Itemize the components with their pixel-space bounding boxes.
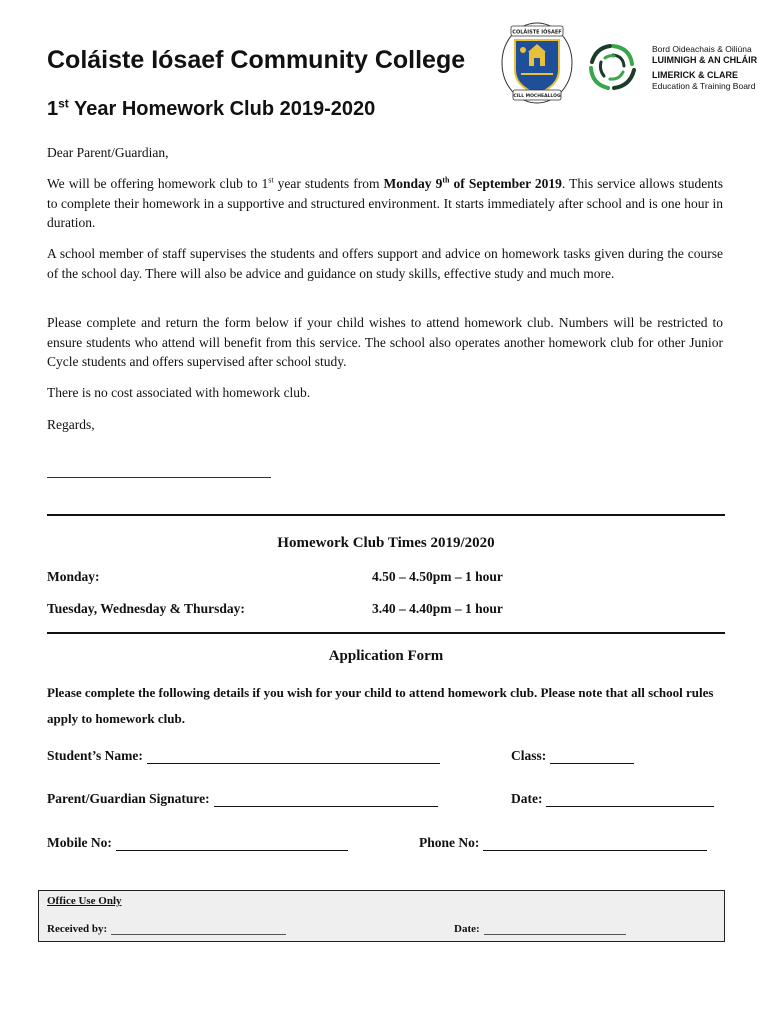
subtitle-text: Year Homework Club 2019-2020	[68, 98, 376, 120]
divider-bottom	[47, 632, 725, 634]
phone-field	[419, 835, 707, 851]
p1-sup-2: th	[442, 175, 450, 185]
p1-bold-2: of September 2019	[449, 176, 562, 191]
subtitle-ordinal: st	[58, 96, 69, 111]
student-name-input-line[interactable]	[147, 749, 440, 764]
times-value-tue-thu: 3.40 – 4.40pm – 1 hour	[372, 601, 503, 616]
p1-text-a: We will be offering homework club to 1	[47, 176, 269, 191]
page-title: Coláiste Iósaef Community College	[47, 46, 466, 74]
subtitle-number: 1	[47, 98, 59, 120]
office-date-label: Date:	[454, 923, 480, 935]
received-by-field	[47, 923, 286, 935]
times-value-monday: 4.50 – 4.50pm – 1 hour	[372, 569, 503, 584]
class-label: Class:	[511, 748, 547, 763]
paragraph-3: Please complete and return the form below if your child wishes to attend homework club. Numbers will be restricted to ensure students who attend will benefit from this service. The school also operates another homework club for other Junior Cycle students and offers supervised after school study.	[47, 315, 723, 369]
signature-line	[47, 476, 271, 478]
mobile-input-line[interactable]	[116, 836, 348, 851]
times-heading: Homework Club Times 2019/2020	[277, 535, 495, 551]
etb-english-line: Education & Training Board	[652, 81, 756, 91]
student-name-label: Student’s Name:	[47, 748, 143, 763]
paragraph-4: There is no cost associated with homework club.	[47, 385, 311, 400]
form-heading: Application Form	[328, 648, 444, 664]
times-day-tue-thu: Tuesday, Wednesday & Thursday:	[47, 601, 245, 616]
date-input-line[interactable]	[546, 792, 714, 807]
p1-text-b: year students from	[273, 176, 384, 191]
crest-top-text: COLÁISTE IÓSAEF	[512, 29, 562, 36]
form-intro: Please complete the following details if you wish for your child to attend homework club. Please note that all school rules apply to homework club.	[47, 685, 714, 726]
phone-input-line[interactable]	[483, 836, 707, 851]
p1-text-c: . This service allows students to complete their homework in a supportive and structured environment. It starts immediately after school and is one hour in duration.	[47, 176, 723, 230]
office-date-field	[454, 923, 626, 935]
etb-irish-name: LUIMNIGH & AN CHLÁIR	[652, 55, 758, 65]
mobile-label: Mobile No:	[47, 835, 112, 850]
greeting: Dear Parent/Guardian,	[47, 145, 169, 160]
office-use-title: Office Use Only	[47, 895, 122, 907]
p1-bold-1: Monday 9	[383, 176, 443, 191]
phone-label: Phone No:	[419, 835, 480, 850]
class-input-line[interactable]	[550, 749, 634, 764]
paragraph-1	[47, 174, 723, 233]
paragraph-2: A school member of staff supervises the students and offers support and advice on homework tasks given during the course of the school day. There will also be advice and guidance on study skills, effective study and much more.	[47, 246, 723, 281]
etb-english-name: LIMERICK & CLARE	[652, 70, 738, 80]
received-by-label: Received by:	[47, 923, 108, 935]
times-day-monday: Monday:	[47, 569, 100, 584]
office-date-input-line[interactable]	[484, 924, 626, 935]
mobile-field	[47, 835, 348, 851]
student-name-field	[47, 748, 440, 764]
office-use-box	[38, 890, 725, 942]
page-subtitle	[47, 98, 375, 121]
school-crest-logo	[501, 22, 573, 104]
date-label: Date:	[511, 791, 543, 806]
etb-irish-line: Bord Oideachais & Oiliúna	[652, 44, 752, 54]
p1-sup-1: st	[268, 175, 274, 185]
signature-field	[47, 791, 438, 807]
class-field	[511, 748, 634, 764]
received-by-input-line[interactable]	[111, 924, 286, 935]
divider-top	[47, 514, 725, 516]
etb-swirl-logo	[582, 38, 644, 94]
date-field	[511, 791, 714, 807]
signature-input-line[interactable]	[214, 792, 438, 807]
crest-bottom-text: CILL MOCHEALLÓG	[513, 94, 561, 99]
closing: Regards,	[47, 417, 95, 432]
signature-label: Parent/Guardian Signature:	[47, 791, 210, 806]
etb-name-block	[652, 44, 757, 92]
